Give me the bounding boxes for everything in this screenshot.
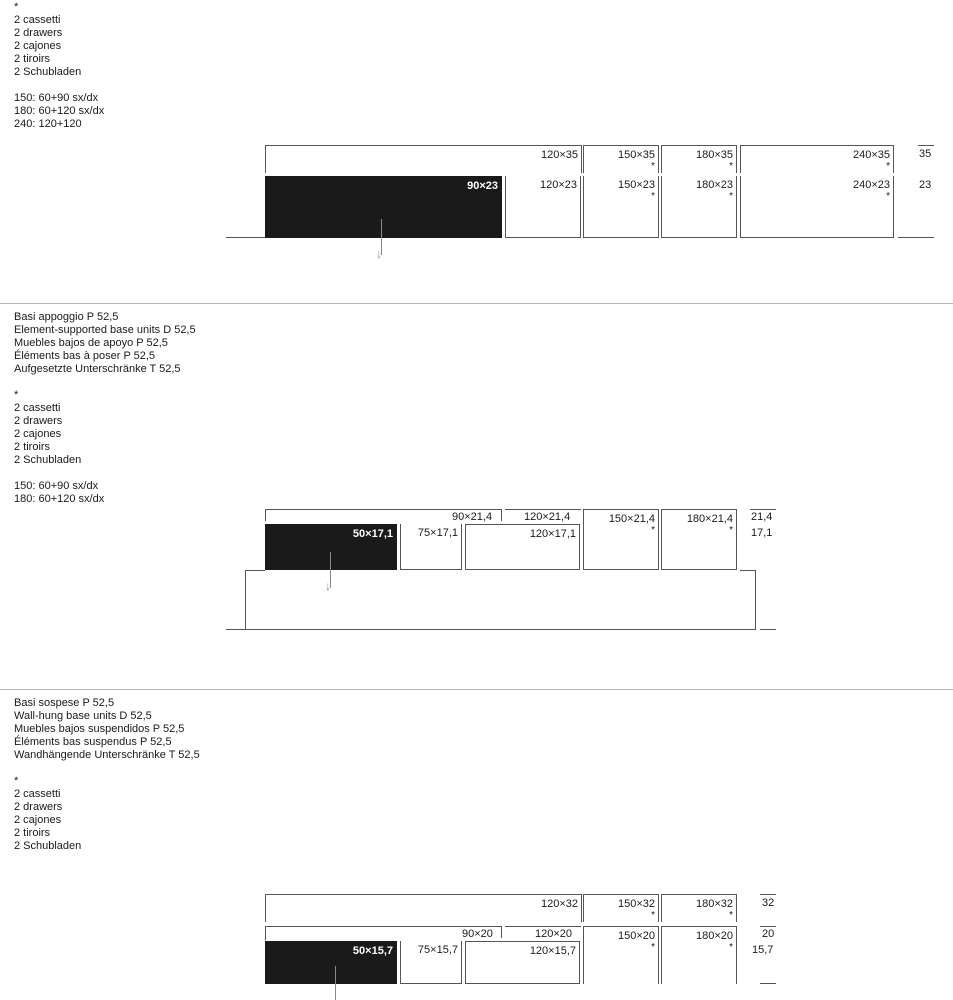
cabinet-cell [740, 176, 894, 238]
cabinet-cell [505, 176, 581, 238]
description-line: 2 cassetti [14, 788, 61, 800]
cabinet-cell [583, 509, 659, 535]
cabinet-cell [265, 894, 582, 922]
cabinet-cell [400, 524, 462, 570]
section2-description [14, 311, 196, 506]
dimension-label: 180×20 [695, 930, 733, 942]
cabinet-cell [661, 509, 737, 535]
description-line: 2 cajones [14, 814, 62, 826]
description-line: 180: 60+120 sx/dx [14, 493, 105, 505]
cabinet-cell [583, 926, 659, 984]
dimension-label: 150×21,4 [608, 513, 655, 525]
description-line: Basi appoggio P 52,5 [14, 311, 119, 323]
edge-dimension-label: 35 [919, 148, 932, 160]
section-divider [0, 689, 953, 690]
dimension-label: 150×20 [617, 930, 655, 942]
star-marker: * [729, 910, 733, 921]
cabinet-edge [501, 926, 502, 938]
edge-line [760, 894, 776, 895]
star-marker: * [651, 525, 655, 536]
star-marker: * [729, 942, 733, 953]
cabinet-cell [661, 894, 737, 922]
section1-description [14, 1, 104, 131]
description-line: Aufgesetzte Unterschränke T 52,5 [14, 363, 181, 375]
section-divider [0, 303, 953, 304]
dimension-label: 120×32 [540, 898, 578, 910]
description-line: 2 cajones [14, 40, 62, 52]
edge-dimension-label: 17,1 [751, 527, 773, 539]
description-line: 2 cassetti [14, 14, 61, 26]
arrow-down-icon [330, 966, 342, 1000]
blank-line [14, 376, 196, 389]
star-marker: * [651, 191, 655, 202]
description-line: 180: 60+120 sx/dx [14, 105, 105, 117]
description-line: Element-supported base units D 52,5 [14, 324, 196, 336]
blank-line [14, 79, 104, 92]
dimension-label: 120×15,7 [529, 945, 576, 957]
blank-line [14, 467, 196, 480]
floor-line [760, 983, 776, 984]
dimension-label: 180×35 [695, 149, 733, 161]
dimension-label: 120×20 [535, 928, 573, 940]
description-line: Wall-hung base units D 52,5 [14, 710, 152, 722]
dimension-label: 90×20 [462, 928, 493, 940]
dimension-label: 120×23 [539, 179, 577, 191]
floor-line [226, 629, 245, 630]
description-line: 2 cajones [14, 428, 62, 440]
description-line: 2 Schubladen [14, 454, 82, 466]
cabinet-cell [661, 176, 737, 238]
cabinet-cell [583, 176, 659, 238]
edge-dimension-label: 23 [919, 179, 932, 191]
dimension-label: 50×15,7 [352, 945, 393, 957]
cabinet-top-line [265, 926, 501, 927]
cabinet-cell [465, 524, 580, 570]
dimension-label: 75×15,7 [417, 944, 458, 956]
star-marker: * [651, 910, 655, 921]
cabinet-cell [740, 145, 894, 173]
cabinet-top-line [265, 509, 501, 510]
cabinet-cell [661, 926, 737, 984]
cabinet-cell [583, 535, 659, 570]
dimension-label: 180×21,4 [686, 513, 733, 525]
edge-dimension-label: 21,4 [751, 511, 773, 523]
dimension-label: 240×35 [852, 149, 890, 161]
dimension-label: 75×17,1 [417, 527, 458, 539]
base-frame-top [245, 570, 265, 571]
description-line: Éléments bas à poser P 52,5 [14, 350, 156, 362]
description-line: Muebles bajos de apoyo P 52,5 [14, 337, 168, 349]
description-line: Basi sospese P 52,5 [14, 697, 115, 709]
star-marker: * [886, 191, 890, 202]
dimension-label: 240×23 [852, 179, 890, 191]
description-line: 2 tiroirs [14, 441, 51, 453]
star-marker: * [651, 161, 655, 172]
description-line: Éléments bas suspendus P 52,5 [14, 736, 172, 748]
description-line: Muebles bajos suspendidos P 52,5 [14, 723, 185, 735]
cabinet-top-line [505, 509, 581, 510]
dimension-label: 120×21,4 [524, 511, 571, 523]
description-line: 150: 60+90 sx/dx [14, 92, 99, 104]
cabinet-edge [265, 509, 266, 521]
blank-line [14, 762, 200, 775]
description-line: 2 tiroirs [14, 53, 51, 65]
arrow-down-icon: ↓ [325, 552, 337, 592]
floor-line [760, 629, 776, 630]
star-marker: * [729, 191, 733, 202]
dimension-label: 120×17,1 [529, 528, 576, 540]
description-line: 240: 120+120 [14, 118, 82, 130]
cabinet-cell [265, 145, 582, 173]
dimension-label: 150×32 [617, 898, 655, 910]
cabinet-top-line [505, 926, 581, 927]
star-marker: * [729, 525, 733, 536]
edge-dimension-label: 20 [762, 928, 775, 940]
description-line: * [14, 775, 19, 787]
description-line: Wandhängende Unterschränke T 52,5 [14, 749, 200, 761]
section3-description [14, 697, 200, 853]
description-line: 2 drawers [14, 27, 63, 39]
cabinet-cell [583, 894, 659, 922]
description-line: 2 cassetti [14, 402, 61, 414]
star-marker: * [886, 161, 890, 172]
floor-line [226, 237, 265, 238]
dimension-label: 50×17,1 [352, 528, 393, 540]
description-line: * [14, 389, 19, 401]
edge-line [918, 145, 934, 146]
dimension-label: 90×21,4 [452, 511, 493, 523]
cabinet-edge [501, 509, 502, 521]
cabinet-cell [583, 145, 659, 173]
cabinet-cell [465, 941, 580, 984]
description-line: 2 drawers [14, 801, 63, 813]
dimension-label: 180×32 [695, 898, 733, 910]
description-line: * [14, 1, 19, 13]
description-line: 2 tiroirs [14, 827, 51, 839]
edge-line [750, 509, 776, 510]
cabinet-cell [661, 145, 737, 173]
base-frame [245, 570, 756, 630]
arrow-down-icon: ↓ [376, 219, 388, 259]
description-line: 150: 60+90 sx/dx [14, 480, 99, 492]
description-line: 2 drawers [14, 415, 63, 427]
star-marker: * [651, 942, 655, 953]
dimension-label: 150×23 [617, 179, 655, 191]
base-frame-top [740, 570, 756, 571]
dimension-label: 150×35 [617, 149, 655, 161]
dimension-label: 90×23 [467, 180, 498, 192]
dimension-label: 120×35 [540, 149, 578, 161]
description-line: 2 Schubladen [14, 840, 82, 852]
cabinet-cell [661, 535, 737, 570]
edge-dimension-label: 32 [762, 897, 775, 909]
dimension-label: 180×23 [695, 179, 733, 191]
edge-dimension-label: 15,7 [752, 944, 774, 956]
star-marker: * [729, 161, 733, 172]
description-line: 2 Schubladen [14, 66, 82, 78]
edge-line [760, 926, 776, 927]
floor-line [898, 237, 934, 238]
cabinet-edge [265, 926, 266, 940]
cabinet-cell [400, 941, 462, 984]
